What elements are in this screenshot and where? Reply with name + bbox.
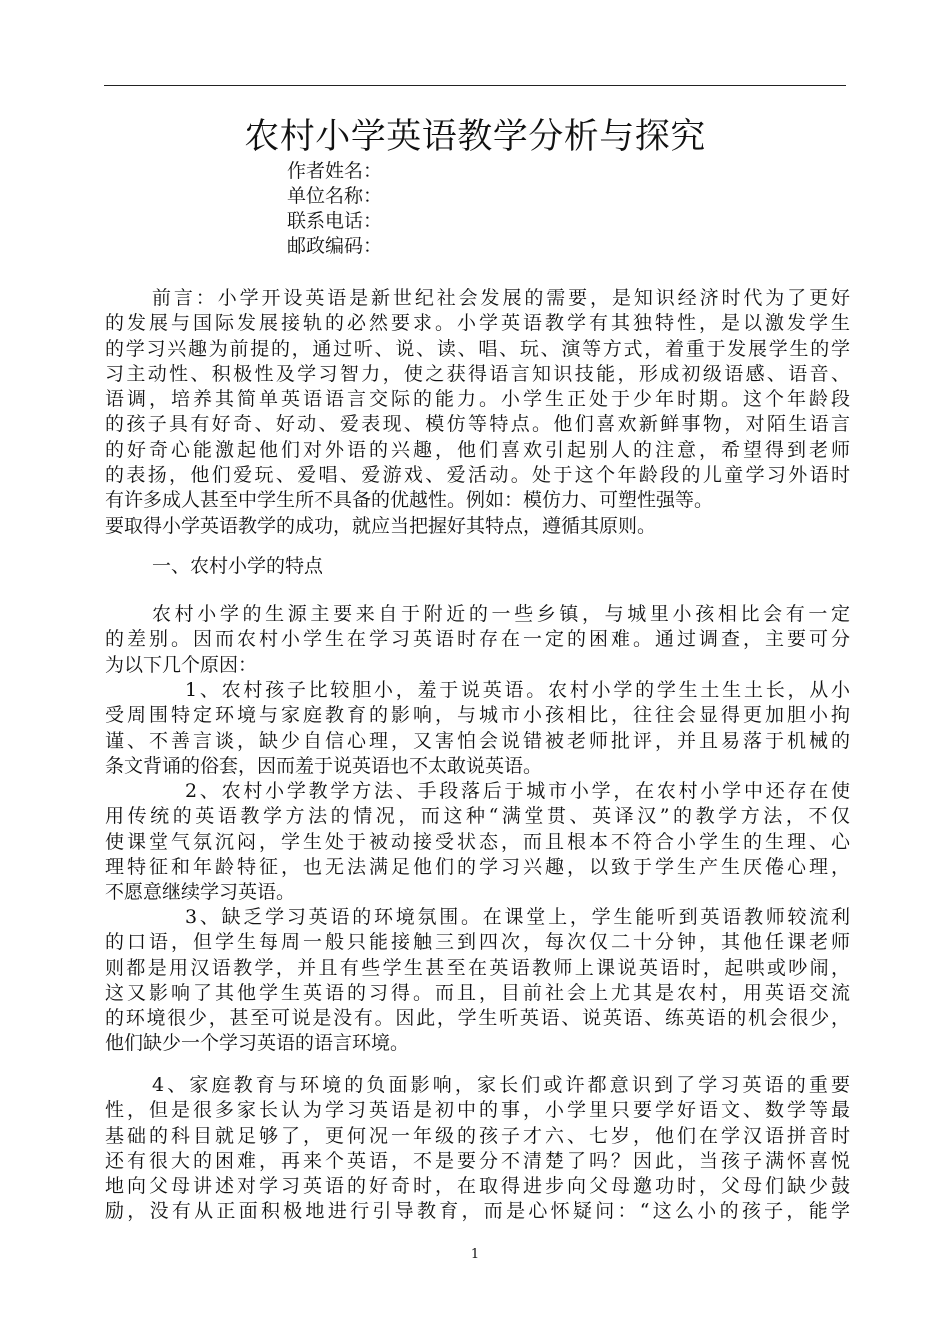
preface-line: 的好奇心能激起他们对外语的兴趣，他们喜欢引起别人的注意，希望得到老师 [105, 438, 850, 461]
reason-line: 的环境很少，甚至可说是没有。因此，学生听英语、说英语、练英语的机会很少， [105, 1007, 850, 1030]
reason-line: 这又影响了其他学生英语的习得。而且，目前社会上尤其是农村，用英语交流 [105, 981, 850, 1004]
reason-line: 理特征和年龄特征，也无法满足他们的学习兴趣，以致于学生产生厌倦心理， [105, 855, 850, 878]
reason-line: 使课堂气氛沉闷，学生处于被动接受状态，而且根本不符合小学生的生理、心 [105, 830, 850, 853]
intro-line: 的差别。因而农村小学生在学习英语时存在一定的困难。通过调查，主要可分 [105, 628, 850, 651]
intro-line: 为以下几个原因： [105, 653, 258, 676]
document-title: 农村小学英语教学分析与探究 [244, 117, 706, 157]
reason-line: 则都是用汉语教学，并且有些学生甚至在英语教师上课说英语时，起哄或吵闹， [105, 956, 850, 979]
reason-line: 条文背诵的俗套，因而羞于说英语也不太敢说英语。 [105, 754, 543, 777]
reason-line: 4、家庭教育与环境的负面影响，家长们或许都意识到了学习英语的重要 [152, 1074, 850, 1096]
reason-line: 还有很大的困难，再来个英语，不是要分不清楚了吗？因此，当孩子满怀喜悦 [105, 1149, 850, 1172]
preface-line: 的学习兴趣为前提的，通过听、说、读、唱、玩、演等方式，着重于发展学生的学 [105, 337, 850, 360]
preface-line: 前言：小学开设英语是新世纪社会发展的需要，是知识经济时代为了更好 [152, 287, 850, 309]
reason-line: 受周围特定环境与家庭教育的影响，与城市小孩相比，往往会显得更加胆小拘 [105, 704, 850, 727]
reason-line: 的口语，但学生每周一般只能接触三到四次，每次仅二十分钟，其他任课老师 [105, 931, 850, 954]
author-info [287, 159, 382, 259]
preface-line: 习主动性、积极性及学习智力，使之获得语言知识技能，形成初级语感、语音、 [105, 362, 850, 385]
reason-line: 性，但是很多家长认为学习英语是初中的事，小学里只要学好语文、数学等最 [105, 1099, 850, 1122]
reason-line: 不愿意继续学习英语。 [105, 881, 296, 904]
preface-line: 的发展与国际发展接轨的必然要求。小学英语教学有其独特性，是以激发学生 [105, 312, 850, 335]
reason-line: 2、农村小学教学方法、手段落后于城市小学，在农村小学中还存在使 [185, 780, 850, 802]
preface-line: 有许多成人甚至中学生所不具备的优越性。例如：模仿力、可塑性强等。 [105, 489, 714, 512]
preface-line: 的孩子具有好奇、好动、爱表现、模仿等特点。他们喜欢新鲜事物，对陌生语言 [105, 413, 850, 436]
page-number: 1 [470, 1247, 480, 1262]
header-rule [104, 85, 846, 86]
reason-3-paragraph [105, 905, 850, 1057]
reason-line: 1、农村孩子比较胆小，羞于说英语。农村小学的学生土生土长，从小 [185, 679, 850, 701]
section-heading [105, 554, 850, 579]
preface-line: 语调，培养其简单英语语言交际的能力。小学生正处于少年时期。这个年龄段 [105, 388, 850, 411]
preface-line: 的表扬，他们爱玩、爱唱、爱游戏、爱活动。处于这个年龄段的儿童学习外语时 [105, 464, 850, 487]
reason-line: 基础的科目就足够了，更何况一年级的孩子才六、七岁，他们在学汉语拼音时 [105, 1124, 850, 1147]
intro-line: 农村小学的生源主要来自于附近的一些乡镇，与城里小孩相比会有一定 [152, 603, 850, 625]
preface-paragraph [105, 286, 850, 539]
unit-name-field: 单位名称： [287, 185, 383, 207]
postcode-field: 邮政编码： [287, 235, 383, 257]
reason-2-paragraph [105, 779, 850, 905]
reason-line: 励，没有从正面积极地进行引导教育，而是心怀疑问：“这么小的孩子，能学 [105, 1200, 850, 1223]
author-name-field: 作者姓名： [287, 160, 383, 182]
reason-4-paragraph [105, 1073, 850, 1225]
phone-field: 联系电话： [287, 210, 383, 232]
section-heading-text: 一、农村小学的特点 [152, 555, 324, 577]
reason-line: 用传统的英语教学方法的情况，而这种“满堂贯、英译汉”的教学方法，不仅 [105, 805, 850, 828]
reason-line: 谨、不善言谈，缺少自信心理，又害怕会说错被老师批评，并且易落于机械的 [105, 729, 850, 752]
reason-1-paragraph [105, 678, 850, 779]
intro-paragraph [105, 602, 850, 678]
reason-line: 地向父母讲述对学习英语的好奇时，在取得进步向父母邀功时，父母们缺少鼓 [105, 1175, 850, 1198]
reason-line: 他们缺少一个学习英语的语言环境。 [105, 1032, 410, 1055]
reason-line: 3、缺乏学习英语的环境氛围。在课堂上，学生能听到英语教师较流利 [185, 906, 850, 928]
preface-line: 要取得小学英语教学的成功，就应当把握好其特点，遵循其原则。 [105, 514, 657, 537]
